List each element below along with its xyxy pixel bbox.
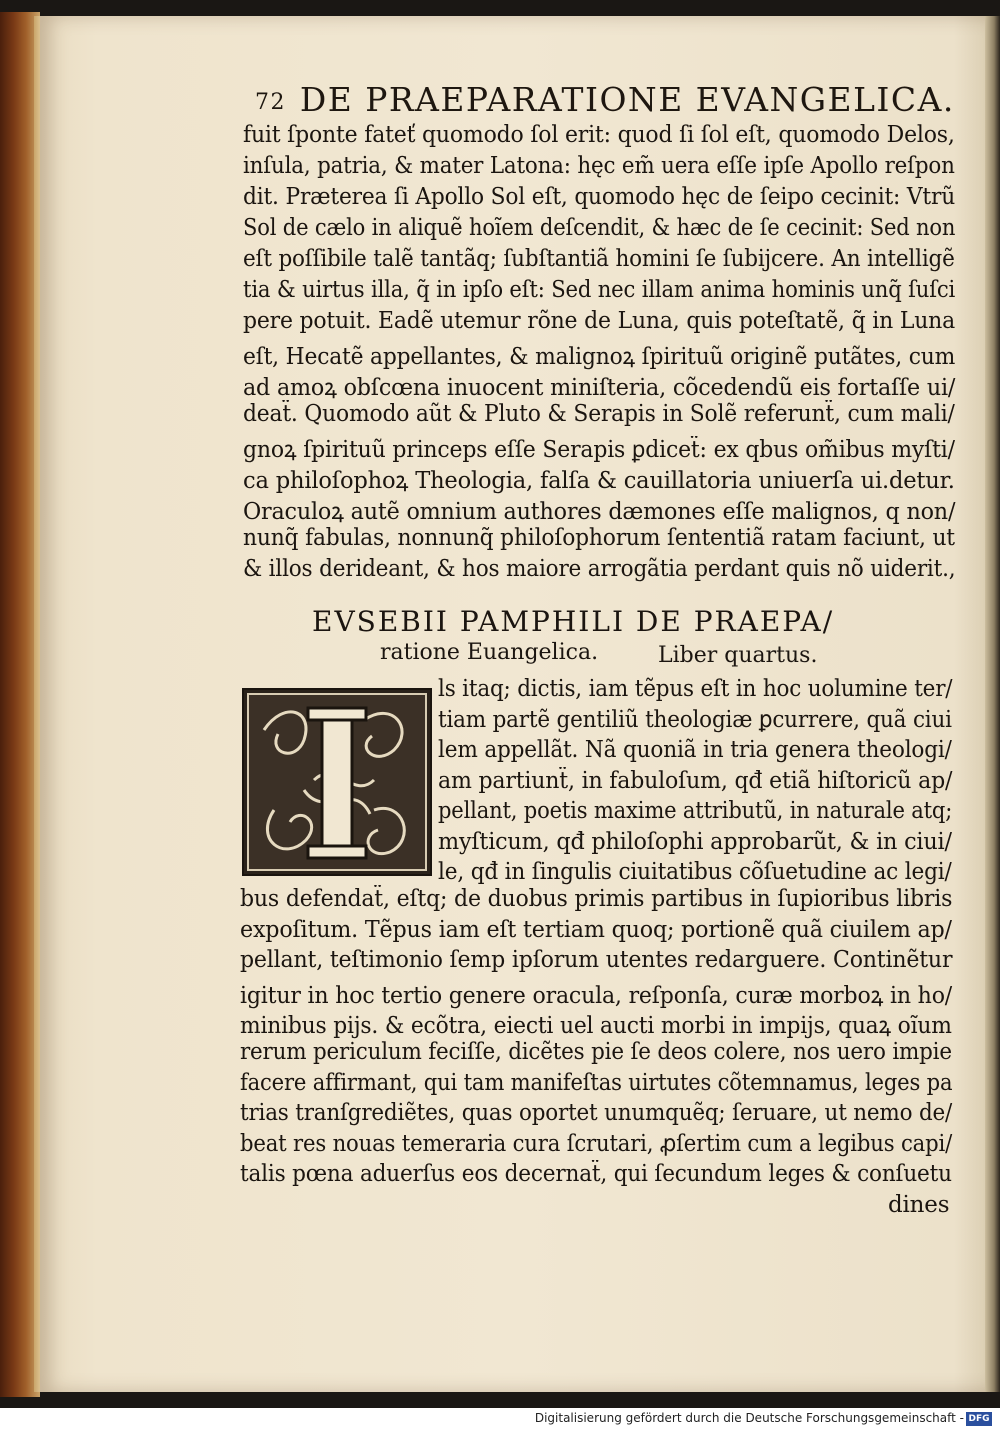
text-line: eſt, Hecatẽ appellantes, & malignoꝝ ſpirituũ originẽ putãtes, cum <box>243 344 956 370</box>
text-line: le, qđ in ſingulis ciuitatibus cõſuetudine ac legi/ <box>438 859 952 885</box>
text-line: igitur in hoc tertio genere oracula, reſponſa, curæ morboꝝ in ho/ <box>240 982 953 1009</box>
text-line: eſt poſſibile talẽ tantãq; ſubſtantiã homini ſe ſubijcere. An intelligẽ <box>243 246 955 272</box>
page-fore-edge <box>985 16 1000 1392</box>
text-line: nunq̃ fabulas, nonnunq̃ philoſophorum ſententiã ratam faciunt, ut <box>243 525 955 551</box>
text-line: tiam partẽ gentiliũ theologiæ ꝑcurrere, quã ciui <box>438 706 952 733</box>
book-heading-continuation: ratione Euangelica. <box>380 640 599 665</box>
text-line: facere affirmant, qui tam manifeſtas uirtutes cõtemnamus, leges pa <box>240 1069 953 1096</box>
text-line: ls itaq; dictis, iam tẽpus eſt in hoc uolumine ter/ <box>438 676 953 702</box>
text-line: bus defendaẗ, eſtq; de duobus primis partibus in ſupioribus libris <box>240 886 953 912</box>
text-line: fuit ſponte fateť quomodo ſol erit: quod ſi ſol eſt, quomodo Delos, <box>243 122 955 148</box>
text-line: rerum periculum feciſſe, dicẽtes pie ſe deos colere, nos uero impie <box>240 1039 952 1065</box>
text-line: minibus pijs. & ecõtra, eiecti uel aucti morbi in impijs, quaꝝ oĩum <box>240 1013 952 1040</box>
text-line: am partiunẗ, in fabuloſum, qđ etiã hiſtoricũ ap/ <box>438 767 953 794</box>
page-number: 72 <box>255 90 286 115</box>
dfg-logo: DFG <box>966 1412 992 1426</box>
book-heading: EVSEBII PAMPHILI DE PRAEPA/ <box>312 605 835 638</box>
text-line: ad amoꝝ obſcœna inuocent miniſteria, cõcedendũ eis fortaſſe ui/ <box>243 375 956 401</box>
running-title: DE PRAEPARATIONE EVANGELICA. <box>299 80 955 119</box>
text-line: trias tranſgrediẽtes, quas oportet unumquẽq; ſeruare, ut nemo de/ <box>240 1100 953 1127</box>
text-line: pellant, poetis maxime attributũ, in naturale atq; <box>438 798 953 824</box>
text-line: Oraculoꝝ autẽ omnium authores dæmones eſſe malignos, q non/ <box>243 499 956 525</box>
text-line: beat res nouas temeraria cura ſcrutari, ꝓſertim cum a legibus capi/ <box>240 1130 953 1157</box>
text-line: talis pœna aduerſus eos decernaẗ, qui ſecundum leges & conſuetu <box>240 1161 952 1188</box>
running-head <box>255 80 953 119</box>
decorated-initial-i <box>242 688 432 876</box>
text-line: myſticum, qđ philoſophi approbarũt, & in ciui/ <box>438 828 952 855</box>
text-line: Sol de cælo in aliquẽ hoĩem deſcendit, & hæc de ſe cecinit: Sed non <box>243 215 956 241</box>
text-line: dit. Præterea ſi Apollo Sol eſt, quomodo hęc de ſeipo cecinit: Vtrũ <box>243 184 956 210</box>
book-number: Liber quartus. <box>658 643 818 668</box>
text-line: & illos derideant, & hos maiore arrogãtia perdant quis nõ uiderit., <box>243 556 956 582</box>
text-line: tia & uirtus illa, q̃ in ipſo eſt: Sed nec illam anima hominis unq̃ ſuſci <box>243 277 956 303</box>
text-line: pellant, teſtimonio ſemp ipſorum utentes redarguere. Continẽtur <box>240 947 953 974</box>
text-line: inſula, patria, & mater Latona: hęc em̃ uera eſſe ipſe Apollo reſpon <box>243 153 955 179</box>
text-line: ca philoſophoꝝ Theologia, falſa & cauillatoria uniuerſa ui.detur. <box>243 468 955 494</box>
text-line: gnoꝝ ſpirituũ princeps eſſe Serapis ꝑdiceẗ: ex qbus om̃ibus myſti/ <box>243 437 955 463</box>
text-line: expoſitum. Tẽpus iam eſt tertiam quoq; portionẽ quã ciuilem ap/ <box>240 916 952 943</box>
text-line: pere potuit. Eadẽ utemur rõne de Luna, quis poteſtatẽ, q̃ in Luna <box>243 308 955 334</box>
text-line: lem appellãt. Nã quoniã in tria genera theologi/ <box>438 737 952 763</box>
text-line: deaẗ. Quomodo aũt & Pluto & Serapis in Solẽ referunẗ, cum mali/ <box>243 401 955 427</box>
digitization-credit: Digitalisierung gefördert durch die Deutsche Forschungsgemeinschaft - <box>534 1411 964 1425</box>
catchword: dines <box>888 1192 950 1218</box>
